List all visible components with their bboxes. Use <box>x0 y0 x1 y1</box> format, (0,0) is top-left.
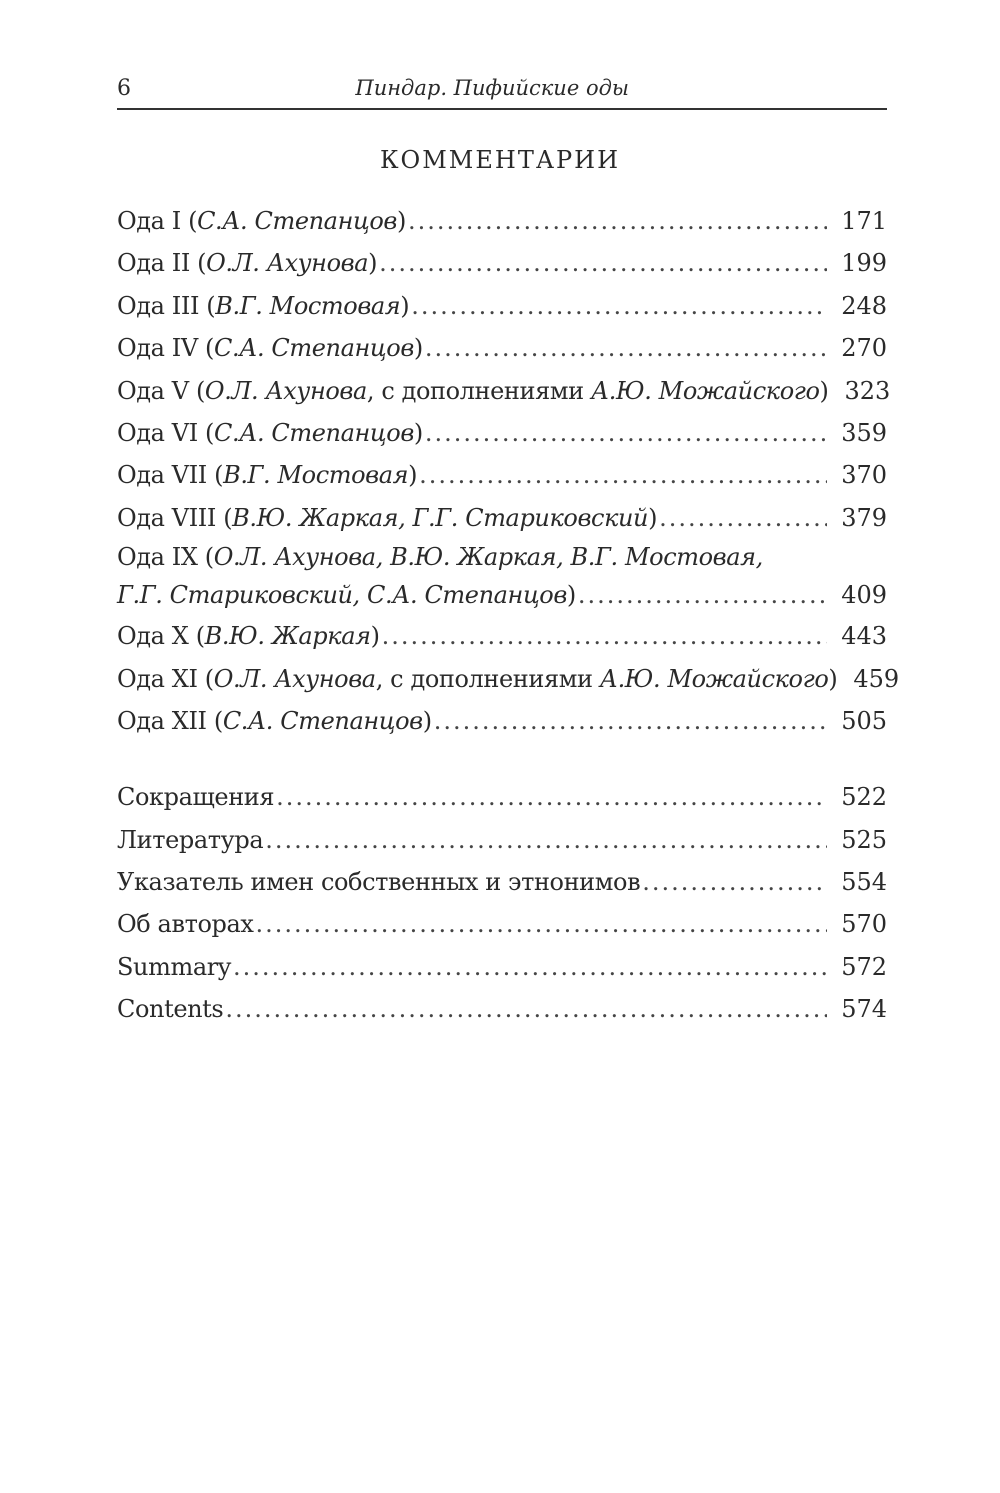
toc-entry[interactable] <box>117 454 887 496</box>
dot-leader <box>411 285 827 327</box>
entry-author: О.Л. Ахунова <box>204 376 367 405</box>
dot-leader <box>276 776 827 818</box>
entry-author: С.А. Степанцов <box>214 334 414 363</box>
entry-page-number: 359 <box>841 418 887 447</box>
dot-leader <box>642 861 827 903</box>
toc-entry[interactable] <box>117 370 891 412</box>
entry-page-number: 525 <box>841 825 887 854</box>
entry-author: С.А. Степанцов <box>197 207 397 235</box>
toc-entry[interactable] <box>117 819 887 861</box>
entry-author: С.А. Степанцов <box>214 418 414 447</box>
entry-author: О.Л. Ахунова <box>206 249 369 278</box>
entry-author: О.Л. Ахунова <box>213 664 376 693</box>
entry-page-number: 443 <box>841 622 887 651</box>
dot-leader <box>256 903 828 945</box>
entry-title: Сокращения <box>117 783 275 812</box>
entry-page-number: 270 <box>841 334 887 363</box>
entry-author: В.Г. Мостовая <box>215 291 401 320</box>
toc-entry[interactable] <box>117 200 887 242</box>
toc-entry[interactable] <box>117 242 887 284</box>
entry-title: Ода V (О.Л. Ахунова, с дополнениями А.Ю. Можайского) <box>117 376 829 405</box>
back-matter-list <box>117 776 887 1030</box>
entry-author: О.Л. Ахунова, В.Ю. Жаркая, В.Г. Мостовая, <box>213 543 763 572</box>
entry-title: Ода IX (О.Л. Ахунова, В.Ю. Жаркая, В.Г. Мостовая, <box>117 543 763 572</box>
toc-entry[interactable] <box>117 776 887 818</box>
entry-author: А.Ю. Можайского <box>599 664 829 693</box>
entry-title: Указатель имен собственных и этнонимов <box>117 868 641 897</box>
entry-page-number: 370 <box>841 461 887 490</box>
dot-leader <box>425 412 827 454</box>
entry-author: В.Ю. Жаркая, Г.Г. Стариковский <box>232 503 649 532</box>
dot-leader <box>382 615 828 657</box>
entry-title: Ода VII (В.Г. Мостовая) <box>117 461 418 490</box>
entry-page-number: 570 <box>841 910 887 939</box>
entry-title: Об авторах <box>117 910 254 939</box>
toc-entry[interactable] <box>117 988 887 1030</box>
toc-entry[interactable] <box>117 700 887 742</box>
entry-title: Ода XI (О.Л. Ахунова, с дополнениями А.Ю. Можайского) <box>117 664 838 693</box>
entry-page-number: 323 <box>844 376 891 405</box>
entry-title: Ода I (С.А. Степанцов) <box>117 207 406 235</box>
entry-page-number: 459 <box>853 664 900 693</box>
dot-leader <box>225 988 827 1030</box>
toc-entry[interactable] <box>117 497 887 539</box>
dot-leader <box>434 700 827 742</box>
toc-entry[interactable] <box>117 615 887 657</box>
entry-title: Ода III (В.Г. Мостовая) <box>117 291 410 320</box>
entry-author: В.Ю. Жаркая <box>204 622 371 651</box>
entry-title: Ода VI (С.А. Степанцов) <box>117 418 423 447</box>
toc-entry[interactable] <box>117 285 887 327</box>
dot-leader <box>578 575 827 615</box>
book-title: Пиндар. Пифийские оды <box>355 76 629 100</box>
dot-leader <box>659 497 827 539</box>
toc-entry[interactable] <box>117 903 887 945</box>
entry-page-number: 574 <box>841 995 887 1024</box>
entry-title-continued: Г.Г. Стариковский, С.А. Степанцов) <box>117 581 576 610</box>
dot-leader <box>408 200 827 242</box>
entry-page-number: 248 <box>841 291 887 320</box>
entry-page-number: 379 <box>841 503 887 532</box>
entry-title: Литература <box>117 825 264 854</box>
dot-leader <box>233 946 827 988</box>
dot-leader <box>419 454 827 496</box>
toc-entry[interactable] <box>117 539 887 615</box>
commentary-list <box>117 200 900 742</box>
entry-author: А.Ю. Можайского <box>590 376 820 405</box>
dot-leader <box>379 242 827 284</box>
entry-title: Ода VIII (В.Ю. Жаркая, Г.Г. Стариковский) <box>117 503 658 532</box>
entry-page-number: 522 <box>841 783 887 812</box>
entry-title: Ода IV (С.А. Степанцов) <box>117 334 423 363</box>
entry-title: Summary <box>117 952 231 981</box>
entry-title: Contents <box>117 995 224 1024</box>
toc-entry[interactable] <box>117 327 887 369</box>
toc-entry[interactable] <box>117 412 887 454</box>
toc-entry[interactable] <box>117 658 900 700</box>
entry-title: Ода II (О.Л. Ахунова) <box>117 249 378 278</box>
page-number: 6 <box>117 76 131 101</box>
table-of-contents <box>117 200 900 1031</box>
entry-page-number: 572 <box>841 952 887 981</box>
entry-title: Ода X (В.Ю. Жаркая) <box>117 622 380 651</box>
dot-leader <box>265 819 827 861</box>
section-spacer <box>117 742 887 776</box>
running-head <box>117 72 887 110</box>
entry-author: Г.Г. Стариковский, С.А. Степанцов <box>117 581 567 610</box>
entry-title: Ода XII (С.А. Степанцов) <box>117 706 432 735</box>
toc-entry[interactable] <box>117 946 887 988</box>
entry-page-number: 409 <box>841 581 887 610</box>
dot-leader <box>425 327 827 369</box>
entry-page-number: 554 <box>841 868 887 897</box>
toc-entry[interactable] <box>117 861 887 903</box>
entry-author: С.А. Степанцов <box>222 706 423 735</box>
entry-author: В.Г. Мостовая <box>223 461 409 490</box>
entry-page-number: 171 <box>841 207 887 235</box>
entry-page-number: 505 <box>841 706 887 735</box>
section-title: КОММЕНТАРИИ <box>379 146 621 174</box>
entry-page-number: 199 <box>841 249 887 278</box>
